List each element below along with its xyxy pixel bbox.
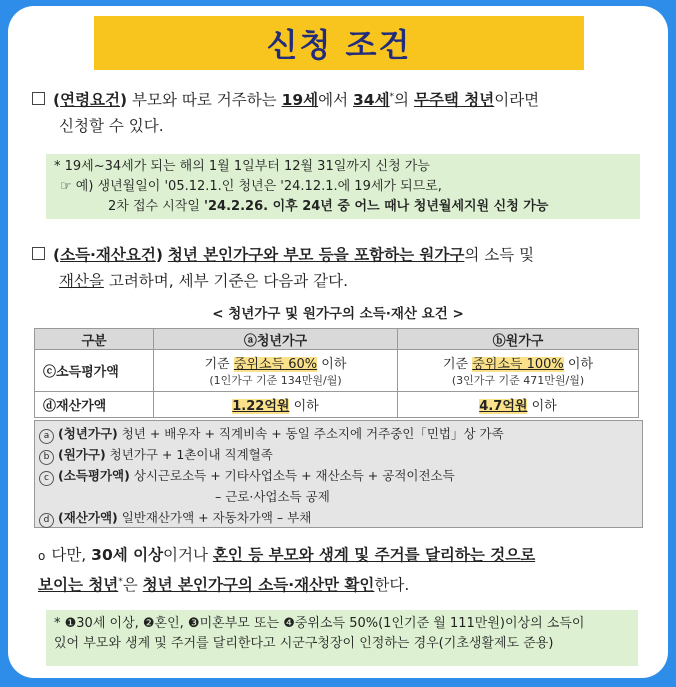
bullet-circle-icon: o	[38, 549, 46, 563]
note-item	[39, 507, 642, 528]
age-note-line3a: 2차 접수 시작일	[108, 199, 205, 214]
age-requirement-line2: 신청할 수 있다.	[59, 117, 164, 136]
table-notes	[34, 420, 643, 528]
note-marker: c	[39, 471, 54, 486]
income-asset-paragraph: (소득·재산요건) 청년 본인가구와 부모 등을 포함하는 원가구의 소득 및 재산을 고려하며, 세부 기준은 다음과 같다.	[32, 242, 534, 294]
exception-age: 30세 이상	[91, 546, 164, 564]
exception-note-line1: * ❶30세 이상, ❷혼인, ❸미혼부모 또는 ❹중위소득 50%(1인기준 월 111만원)이상의 소득이	[54, 616, 585, 631]
table-header-category: 구분	[35, 329, 154, 350]
exception-line2-mid: 은	[122, 576, 143, 595]
exception-paragraph	[38, 542, 535, 598]
exception-pre: 다만,	[51, 546, 92, 564]
age-text-end: 이라면	[494, 91, 540, 110]
note-marker: a	[39, 429, 54, 444]
cell-subtext: (1인가구 기준 134만원/월)	[209, 374, 342, 387]
note-text: 상시근로소득 + 기타사업소득 + 재산소득 + 공적이전소득	[129, 468, 455, 483]
income-asset-line2a: 재산을	[59, 272, 104, 290]
note-marker: d	[39, 513, 54, 528]
note-text: 청년 + 배우자 + 직계비속 + 동일 주소지에 거주중인「민법」상 가족	[117, 426, 504, 441]
income-asset-underlined: 청년 본인가구와 부모 등을 포함하는 원가구	[167, 246, 465, 264]
cell-subtext: (3인가구 기준 471만원/월)	[451, 374, 585, 387]
age-star: *	[389, 92, 395, 102]
title-banner	[94, 16, 584, 70]
note-text: 청년가구 + 1촌이내 직계혈족	[105, 447, 273, 462]
exception-line2-underlined2: 청년 본인가구의 소득·재산만 확인	[142, 576, 375, 595]
note-term: (원가구)	[58, 447, 106, 462]
age-requirement-label: 연령요건	[60, 91, 120, 110]
age-note-box	[46, 154, 640, 219]
exception-line2-end: 한다.	[374, 576, 410, 595]
cell-text: 이하	[289, 399, 319, 414]
age-to: 34세	[353, 91, 390, 110]
exception-note-box	[46, 610, 638, 666]
age-text-mid: 에서	[318, 91, 353, 110]
cell-text: 기준	[204, 357, 234, 372]
table-caption: < 청년가구 및 원가구의 소득·재산 요건 >	[212, 306, 464, 322]
note-item	[39, 423, 642, 444]
content-card	[8, 6, 668, 678]
cell-highlight: 중위소득 100%	[472, 357, 564, 372]
note-term: (재산가액)	[58, 510, 118, 525]
cell-highlight: 1.22억원	[232, 399, 290, 414]
age-text-post: 의	[394, 91, 414, 110]
age-note-line2: ☞ 예) 생년월일이 '05.12.1.인 청년은 '24.12.1.에 19세가 되므로,	[60, 179, 442, 194]
page-title: 신청 조건	[266, 26, 412, 64]
age-from: 19세	[281, 91, 319, 110]
requirements-table	[34, 328, 639, 418]
exception-line2-underlined: 보이는 청년	[38, 576, 119, 595]
cell-original-income	[398, 350, 639, 392]
income-asset-label: 소득·재산요건	[60, 246, 156, 264]
age-text-pre: 부모와 따로 거주하는	[132, 91, 282, 110]
cell-text: 이하	[527, 399, 557, 414]
table-header-youth-household: ⓐ청년가구	[154, 329, 398, 350]
checkbox-icon	[32, 247, 45, 260]
note-text: 일반재산가액 + 자동차가액 – 부채	[117, 510, 312, 525]
cell-youth-income	[154, 350, 398, 392]
cell-highlight: 중위소득 60%	[233, 357, 318, 372]
income-asset-line2b: 고려하며, 세부 기준은 다음과 같다.	[103, 272, 349, 290]
age-note-line1: * 19세~34세가 되는 해의 1월 1일부터 12월 31일까지 신청 가능	[54, 159, 430, 174]
row-income-label: ⓒ소득평가액	[35, 350, 154, 392]
cell-highlight: 4.7억원	[479, 399, 528, 414]
note-item	[39, 465, 642, 486]
exception-mid: 이거나	[163, 546, 213, 564]
cell-original-asset	[398, 392, 639, 418]
note-term: (소득평가액)	[58, 468, 130, 483]
table-header-original-household: ⓑ원가구	[398, 329, 639, 350]
note-item	[39, 486, 642, 507]
note-text: – 근로·사업소득 공제	[215, 489, 330, 504]
row-asset-label: ⓓ재산가액	[35, 392, 154, 418]
target-group: 무주택 청년	[413, 91, 495, 110]
cell-text: 기준	[442, 357, 473, 372]
checkbox-icon	[32, 92, 45, 105]
cell-youth-asset	[154, 392, 398, 418]
age-requirement-paragraph: (연령요건) 부모와 따로 거주하는 19세에서 34세*의 무주택 청년이라면 신청할 수 있다.	[32, 84, 539, 139]
age-note-line3b: '24.2.26. 이후 24년 중 어느 때나 청년월세지원 신청 가능	[204, 199, 549, 214]
income-asset-post: 의 소득 및	[464, 246, 535, 264]
note-marker: b	[39, 450, 54, 465]
cell-text: 이하	[563, 357, 594, 372]
cell-text: 이하	[317, 357, 347, 372]
exception-note-line2: 있어 부모와 생계 및 주거를 달리한다고 시군구청장이 인정하는 경우(기초생활제도 준용)	[54, 636, 554, 651]
exception-star: *	[118, 577, 123, 587]
exception-underlined: 혼인 등 부모와 생계 및 주거를 달리하는 것으로	[212, 546, 536, 564]
note-term: (청년가구)	[58, 426, 118, 441]
note-item	[39, 444, 642, 465]
